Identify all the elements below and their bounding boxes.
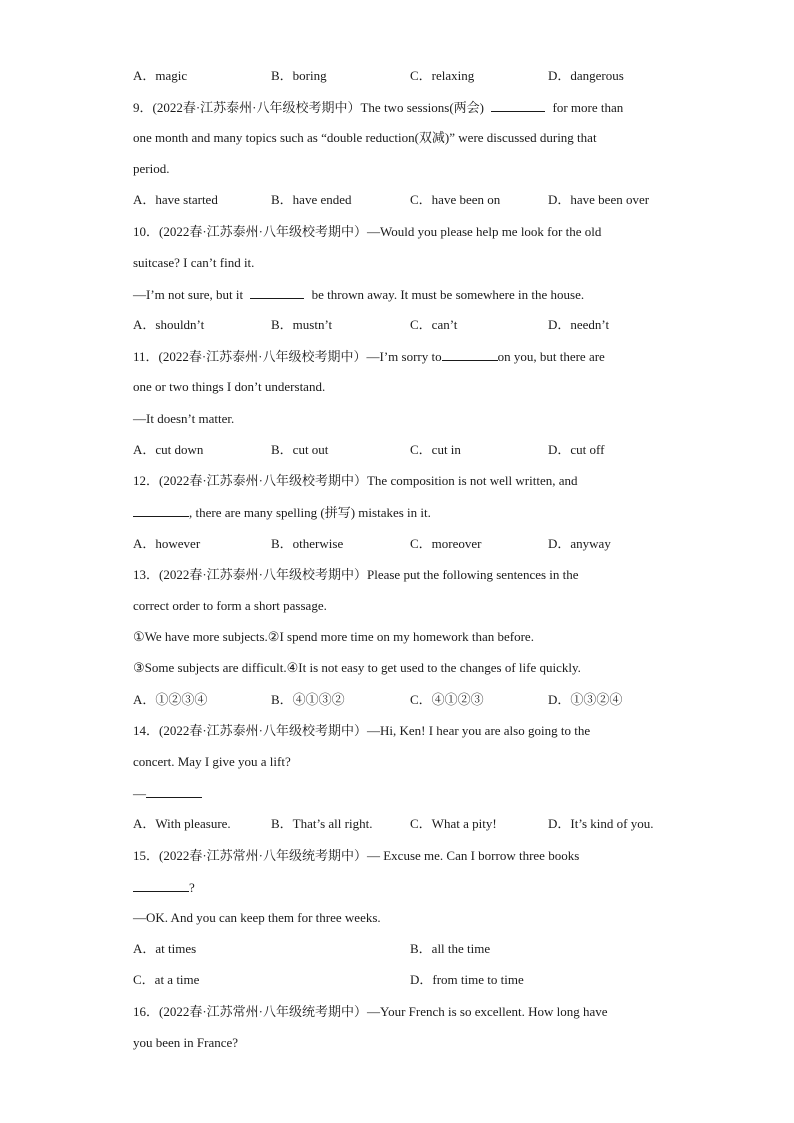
q9-option-b[interactable]: B．have ended (271, 192, 352, 207)
q11-option-d[interactable]: D．cut off (548, 442, 605, 457)
q10-stem-line1: 10．(2022春·江苏泰州·八年级校考期中）—Would you please help me look for the old (133, 224, 602, 239)
q14-stem-line2: concert. May I give you a lift? (133, 754, 291, 769)
q10-stem-a: —I’m not sure, but it (133, 287, 244, 302)
q15-stem-line2 (133, 878, 195, 896)
q11-answer-blank (442, 347, 498, 361)
q13-option-c[interactable]: C．④①②③ (410, 692, 484, 707)
q9-stem-b: for more than (552, 100, 624, 115)
q9-stem-line2: one month and many topics such as “double reduction(双减)” were discussed during that (133, 130, 597, 145)
q13-option-b[interactable]: B．④①③② (271, 692, 345, 707)
q13-stem-line1: 13．(2022春·江苏泰州·八年级校考期中）Please put the following sentences in the (133, 567, 579, 582)
q13-sentence-line4: ③Some subjects are difficult.④It is not easy to get used to the changes of life quickly. (133, 660, 581, 675)
q14-stem-line1: 14．(2022春·江苏泰州·八年级校考期中）—Hi, Ken! I hear you are also going to the (133, 723, 591, 738)
q12-option-d[interactable]: D．anyway (548, 536, 611, 551)
q14-option-b[interactable]: B．That’s all right. (271, 816, 373, 831)
q11-option-c[interactable]: C．cut in (410, 442, 461, 457)
q9-option-c[interactable]: C．have been on (410, 192, 501, 207)
q15-option-d[interactable]: D．from time to time (410, 972, 524, 987)
q11-option-a[interactable]: A．cut down (133, 442, 204, 457)
q14-option-d[interactable]: D．It’s kind of you. (548, 816, 654, 831)
q11-stem-line2: one or two things I don’t understand. (133, 379, 326, 394)
q11-stem-line1 (133, 347, 605, 365)
q12-stem-line2 (133, 503, 431, 521)
q8-option-d[interactable]: D．dangerous (548, 68, 624, 83)
q13-sentence-line3: ①We have more subjects.②I spend more time on my homework than before. (133, 629, 534, 644)
q14-answer-blank (146, 784, 202, 798)
q12-stem-line1: 12．(2022春·江苏泰州·八年级校考期中）The composition is not well written, and (133, 473, 578, 488)
q9-option-d[interactable]: D．have been over (548, 192, 650, 207)
q9-answer-blank (491, 98, 545, 112)
q10-option-b[interactable]: B．mustn’t (271, 317, 333, 332)
q8-option-b[interactable]: B．boring (271, 68, 327, 83)
q12-answer-blank (133, 503, 189, 517)
q10-stem-b: be thrown away. It must be somewhere in the house. (311, 287, 585, 302)
q11-stem-line3: —It doesn’t matter. (133, 411, 235, 426)
q14-option-c[interactable]: C．What a pity! (410, 816, 497, 831)
q16-stem-line1: 16．(2022春·江苏常州·八年级统考期中）—Your French is so excellent. How long have (133, 1004, 608, 1019)
q10-stem-line3 (133, 285, 584, 303)
q11-option-b[interactable]: B．cut out (271, 442, 329, 457)
q9-stem-line1 (133, 98, 623, 116)
q11-stem-b: on you, but there are (497, 349, 605, 364)
q12-option-b[interactable]: B．otherwise (271, 536, 344, 551)
q15-question-mark: ? (189, 880, 195, 895)
q15-stem-line3: —OK. And you can keep them for three weeks. (133, 910, 381, 925)
q15-option-a[interactable]: A．at times (133, 941, 197, 956)
q10-option-d[interactable]: D．needn’t (548, 317, 610, 332)
q11-stem-a: 11．(2022春·江苏泰州·八年级校考期中）—I’m sorry to (133, 349, 442, 364)
q10-option-c[interactable]: C．can’t (410, 317, 458, 332)
q12-option-c[interactable]: C．moreover (410, 536, 482, 551)
q15-option-c[interactable]: C．at a time (133, 972, 200, 987)
q8-option-a[interactable]: A．magic (133, 68, 188, 83)
q13-stem-line2: correct order to form a short passage. (133, 598, 327, 613)
q12-option-a[interactable]: A．however (133, 536, 201, 551)
q15-stem-line1: 15．(2022春·江苏常州·八年级统考期中）— Excuse me. Can I borrow three books (133, 848, 580, 863)
q15-answer-blank (133, 878, 189, 892)
q10-option-a[interactable]: A．shouldn’t (133, 317, 205, 332)
q13-option-a[interactable]: A．①②③④ (133, 692, 208, 707)
q9-stem-line3: period. (133, 161, 170, 176)
q8-option-c[interactable]: C．relaxing (410, 68, 475, 83)
q14-dash: — (133, 786, 146, 801)
q13-option-d[interactable]: D．①③②④ (548, 692, 623, 707)
q16-stem-line2: you been in France? (133, 1035, 239, 1050)
q10-answer-blank (250, 285, 304, 299)
q9-stem-a: 9．(2022春·江苏泰州·八年级校考期中）The two sessions(两会) (133, 100, 484, 115)
q14-stem-line3 (133, 784, 202, 802)
q10-stem-line2: suitcase? I can’t find it. (133, 255, 255, 270)
q9-option-a[interactable]: A．have started (133, 192, 218, 207)
q14-option-a[interactable]: A．With pleasure. (133, 816, 231, 831)
q15-option-b[interactable]: B．all the time (410, 941, 491, 956)
q12-stem-b: , there are many spelling (拼写) mistakes in it. (189, 505, 431, 520)
